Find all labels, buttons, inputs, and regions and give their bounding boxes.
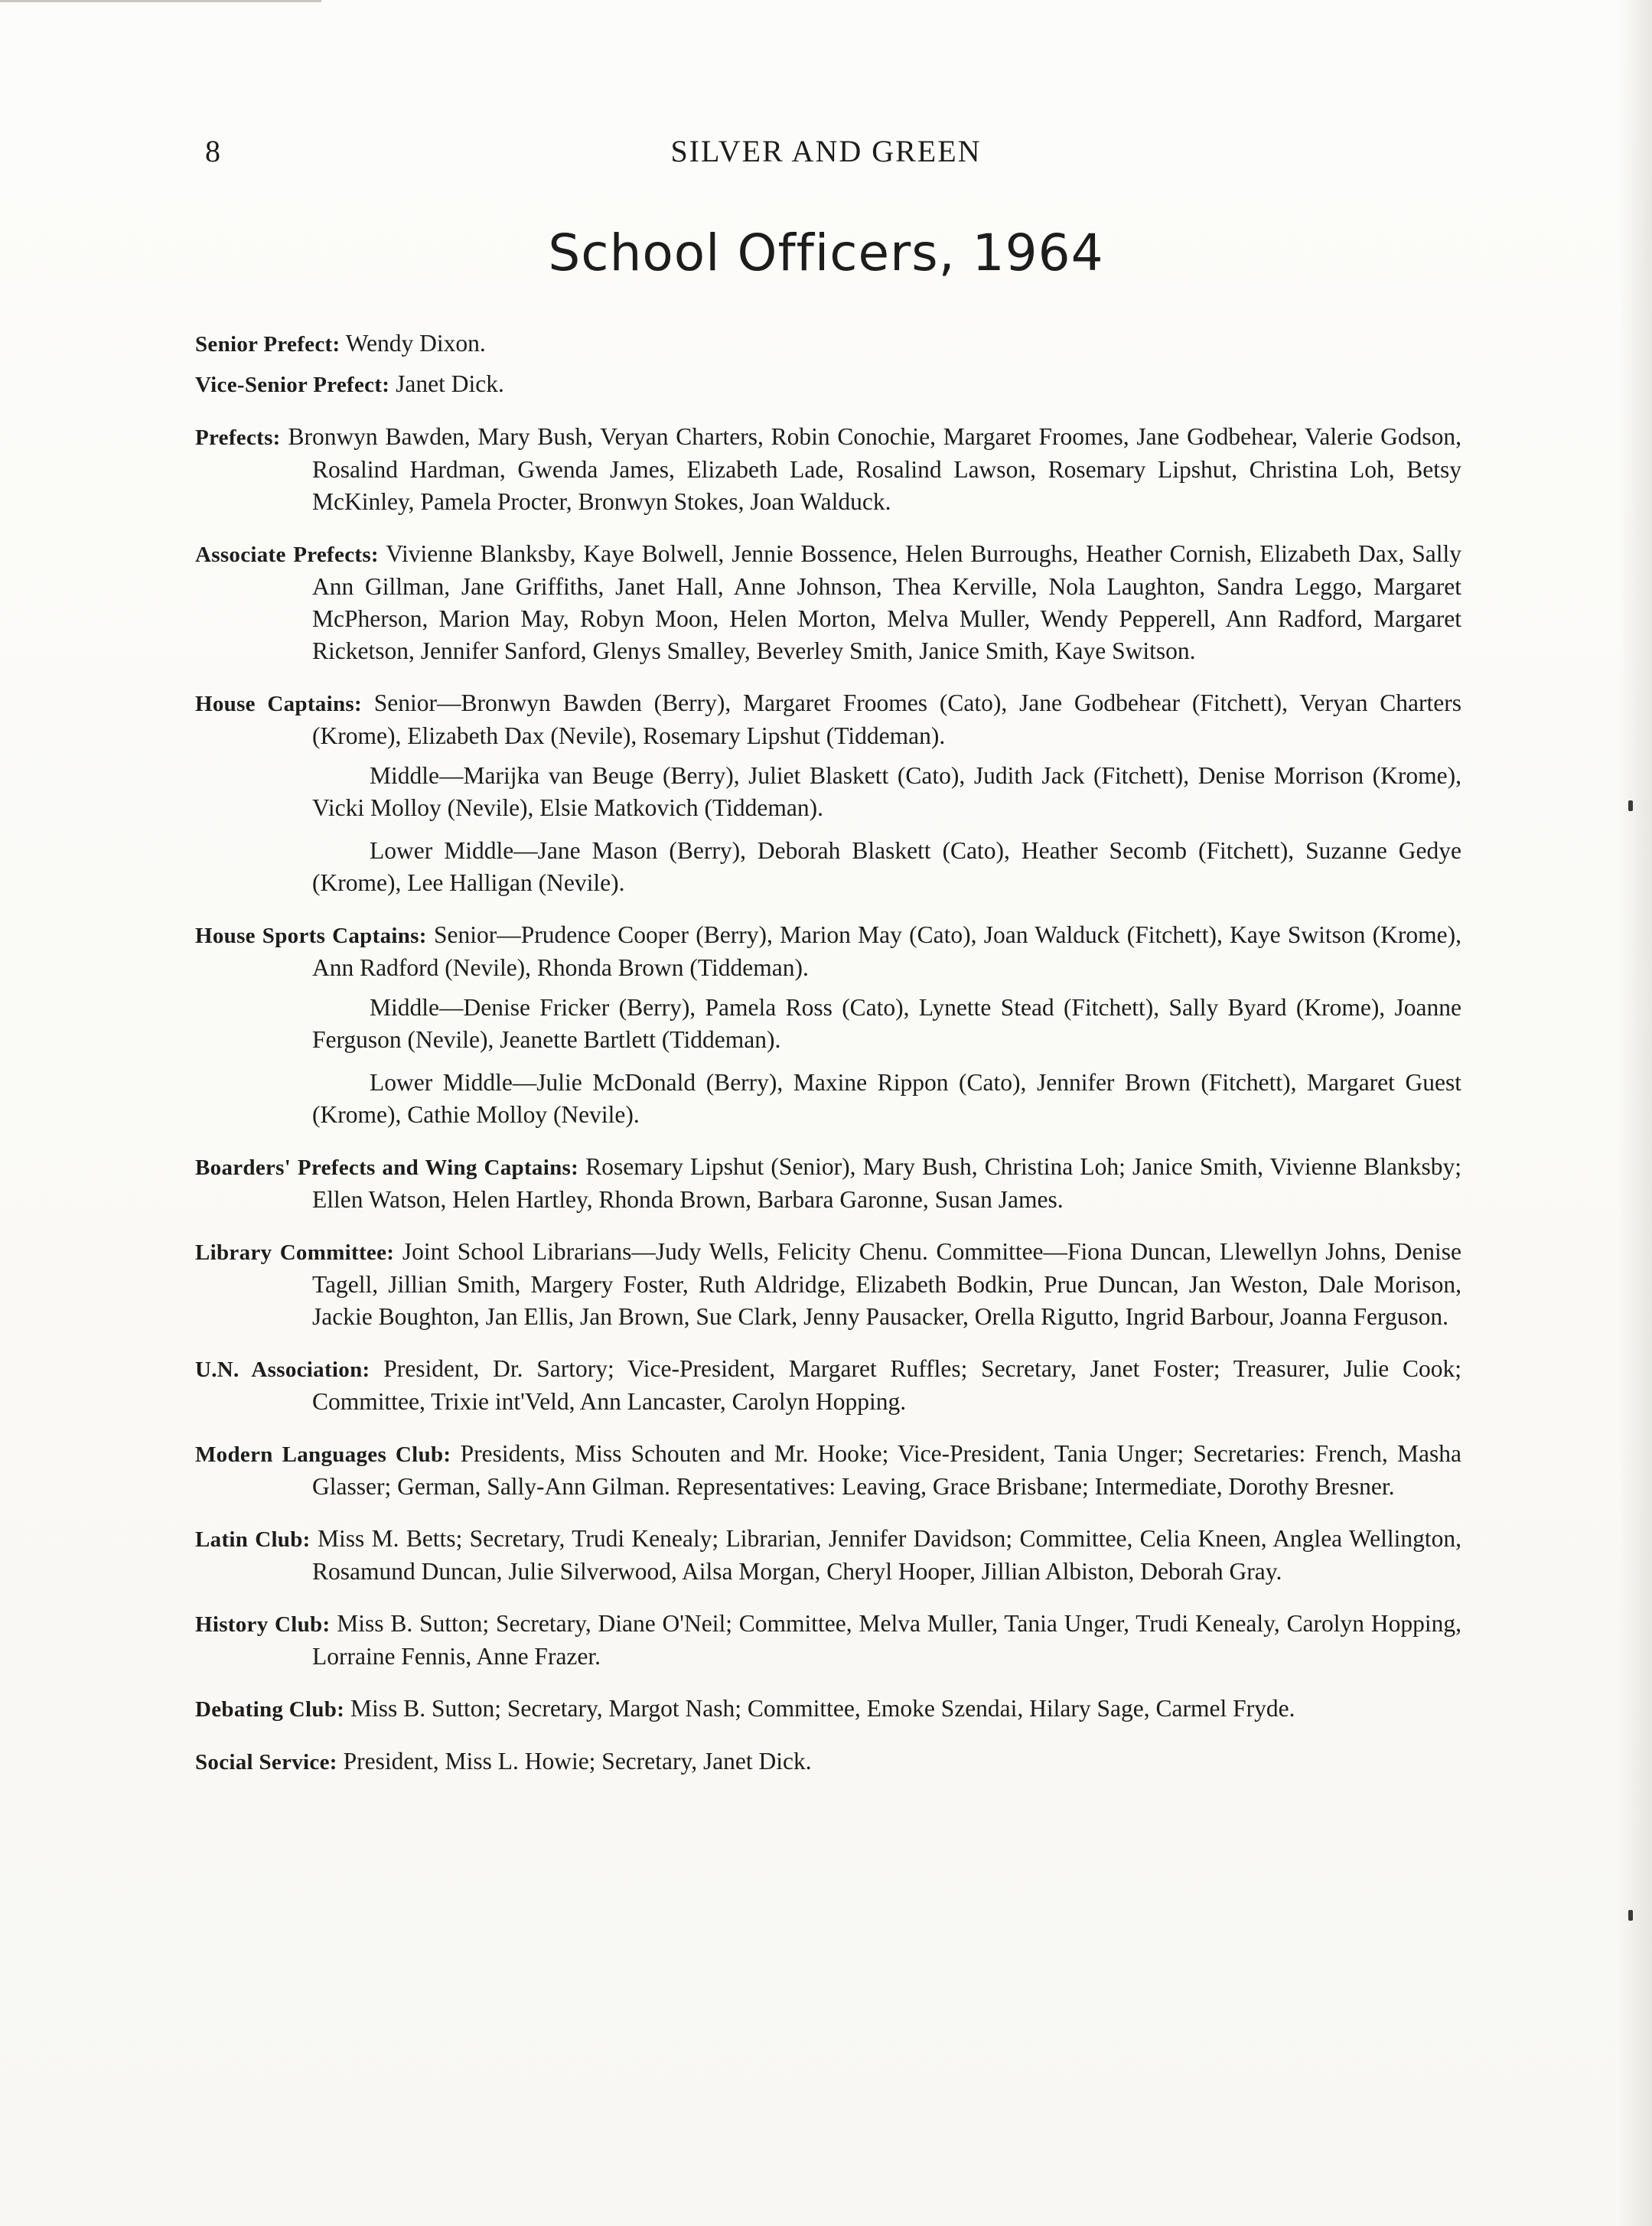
entry-label: Library Committee: bbox=[195, 1240, 395, 1265]
entry-label: Modern Languages Club: bbox=[195, 1442, 451, 1467]
entry-label: House Captains: bbox=[195, 692, 362, 716]
entry-house-captains-middle: Middle—Marijka van Beuge (Berry), Juliet Blaskett (Cato), Judith Jack (Fitchett), Denise Morrison (Krome), Vicki Molloy (Nevile), Elsie Matkovich (Tiddeman). bbox=[312, 762, 1461, 821]
entry-latin-club bbox=[195, 1523, 1461, 1588]
entry-label: House Sports Captains: bbox=[195, 924, 427, 948]
margin-mark bbox=[1628, 800, 1633, 811]
entry-text: Miss B. Sutton; Secretary, Margot Nash; Committee, Emoke Szendai, Hilary Sage, Carmel Fryde. bbox=[350, 1695, 1295, 1722]
entry-associate-prefects bbox=[195, 538, 1461, 667]
entry-house-sports-captains-middle: Middle—Denise Fricker (Berry), Pamela Ross (Cato), Lynette Stead (Fitchett), Sally Byard (Krome), Joanne Ferguson (Nevile), Jeanette Bartlett (Tiddeman). bbox=[312, 994, 1461, 1053]
entry-debating-club bbox=[195, 1693, 1461, 1726]
entry-text: Bronwyn Bawden, Mary Bush, Veryan Charters, Robin Conochie, Margaret Froomes, Jane Godbehear, Valerie Godson, Rosalind Hardman, Gwenda James, Elizabeth Lade, Rosalind Lawson, Rosemary Lipshut, Christina Loh, Betsy McKinley, Pamela Procter, Bronwyn Stokes, Joan Walduck. bbox=[288, 423, 1461, 515]
scan-edge-shadow bbox=[1618, 0, 1652, 2226]
officer-list bbox=[195, 328, 1461, 1798]
entry-label: Vice-Senior Prefect: bbox=[195, 373, 390, 397]
entry-label: History Club: bbox=[195, 1612, 331, 1637]
entry-text: Vivienne Blanksby, Kaye Bolwell, Jennie Bossence, Helen Burroughs, Heather Cornish, Elizabeth Dax, Sally Ann Gillman, Jane Griffiths, Janet Hall, Anne Johnson, Thea Kerville, Nola Laughton, Sandra Leggo, Margaret McPherson, Marion May, Robyn Moon, Helen Morton, Melva Muller, Wendy Pepperell, Ann Radford, Margaret Ricketson, Jennifer Sanford, Glenys Smalley, Beverley Smith, Janice Smith, Kaye Switson. bbox=[312, 540, 1461, 664]
entry-label: U.N. Association: bbox=[195, 1357, 370, 1382]
entry-text: Joint School Librarians—Judy Wells, Felicity Chenu. Committee—Fiona Duncan, Llewellyn Johns, Denise Tagell, Jillian Smith, Margery Foster, Ruth Aldridge, Elizabeth Bodkin, Prue Duncan, Jan Weston, Dale Morison, Jackie Boughton, Jan Ellis, Jan Brown, Sue Clark, Jenny Pausacker, Orella Rigutto, Ingrid Barbour, Joanna Ferguson. bbox=[312, 1238, 1462, 1330]
entry-house-captains bbox=[195, 687, 1461, 752]
entry-house-captains-lower-middle: Lower Middle—Jane Mason (Berry), Deborah Blaskett (Cato), Heather Secomb (Fitchett), Suzanne Gedye (Krome), Lee Halligan (Nevile). bbox=[312, 837, 1461, 896]
entry-label: Associate Prefects: bbox=[195, 543, 379, 567]
entry-house-sports-captains bbox=[195, 919, 1461, 984]
entry-text: Miss B. Sutton; Secretary, Diane O'Neil; Committee, Melva Muller, Tania Unger, Trudi Kenealy, Carolyn Hopping, Lorraine Fennis, Anne Frazer. bbox=[312, 1610, 1462, 1670]
entry-label: Prefects: bbox=[195, 425, 281, 450]
page-number: 8 bbox=[205, 134, 221, 168]
entry-label: Senior Prefect: bbox=[195, 332, 341, 357]
entry-text: Rosemary Lipshut (Senior), Mary Bush, Christina Loh; Janice Smith, Vivienne Blanksby; Ellen Watson, Helen Hartley, Rhonda Brown, Barbara Garonne, Susan James. bbox=[312, 1153, 1462, 1213]
margin-mark bbox=[1628, 1910, 1633, 1921]
entry-social-service bbox=[195, 1745, 1461, 1778]
entry-prefects bbox=[195, 421, 1461, 518]
running-head: SILVER AND GREEN bbox=[670, 134, 982, 168]
entry-text: President, Miss L. Howie; Secretary, Janet Dick. bbox=[343, 1748, 812, 1775]
entry-boarders-prefects bbox=[195, 1151, 1461, 1216]
entry-text: Miss M. Betts; Secretary, Trudi Kenealy; Librarian, Jennifer Davidson; Committee, Celia Kneen, Anglea Wellington, Rosamund Duncan, Julie Silverwood, Ailsa Morgan, Cheryl Hooper, Jillian Albiston, Deborah Gray. bbox=[312, 1525, 1461, 1585]
entry-house-sports-captains-lower-middle: Lower Middle—Julie McDonald (Berry), Maxine Rippon (Cato), Jennifer Brown (Fitchett), Margaret Guest (Krome), Cathie Molloy (Nevile). bbox=[312, 1069, 1461, 1128]
page-title: School Officers, 1964 bbox=[548, 223, 1104, 282]
entry-history-club bbox=[195, 1608, 1461, 1673]
entry-label: Latin Club: bbox=[195, 1527, 311, 1552]
scan-edge-rule bbox=[0, 0, 321, 2]
entry-label: Debating Club: bbox=[195, 1697, 345, 1722]
entry-vice-senior-prefect bbox=[195, 368, 1461, 401]
entry-label: Boarders' Prefects and Wing Captains: bbox=[195, 1155, 579, 1180]
entry-text: Senior—Prudence Cooper (Berry), Marion May (Cato), Joan Walduck (Fitchett), Kaye Switson (Krome), Ann Radford (Nevile), Rhonda Brown (Tiddeman). bbox=[312, 921, 1461, 981]
entry-text: Presidents, Miss Schouten and Mr. Hooke; Vice-President, Tania Unger; Secretaries: French, Masha Glasser; German, Sally-Ann Gilman. Representatives: Leaving, Grace Brisbane; Intermediate, Dorothy Bresner. bbox=[312, 1440, 1461, 1500]
entry-label: Social Service: bbox=[195, 1750, 337, 1775]
entry-text: Wendy Dixon. bbox=[345, 330, 486, 357]
entry-un-association bbox=[195, 1353, 1461, 1418]
entry-modern-languages-club bbox=[195, 1438, 1461, 1503]
entry-senior-prefect bbox=[195, 328, 1461, 360]
entry-text: Senior—Bronwyn Bawden (Berry), Margaret Froomes (Cato), Jane Godbehear (Fitchett), Veryan Charters (Krome), Elizabeth Dax (Nevile), Rosemary Lipshut (Tiddeman). bbox=[312, 689, 1461, 749]
entry-text: Janet Dick. bbox=[396, 370, 504, 397]
entry-text: President, Dr. Sartory; Vice-President, Margaret Ruffles; Secretary, Janet Foster; Treasurer, Julie Cook; Committee, Trixie int'Veld, Ann Lancaster, Carolyn Hopping. bbox=[312, 1355, 1461, 1415]
entry-library-committee bbox=[195, 1236, 1461, 1333]
